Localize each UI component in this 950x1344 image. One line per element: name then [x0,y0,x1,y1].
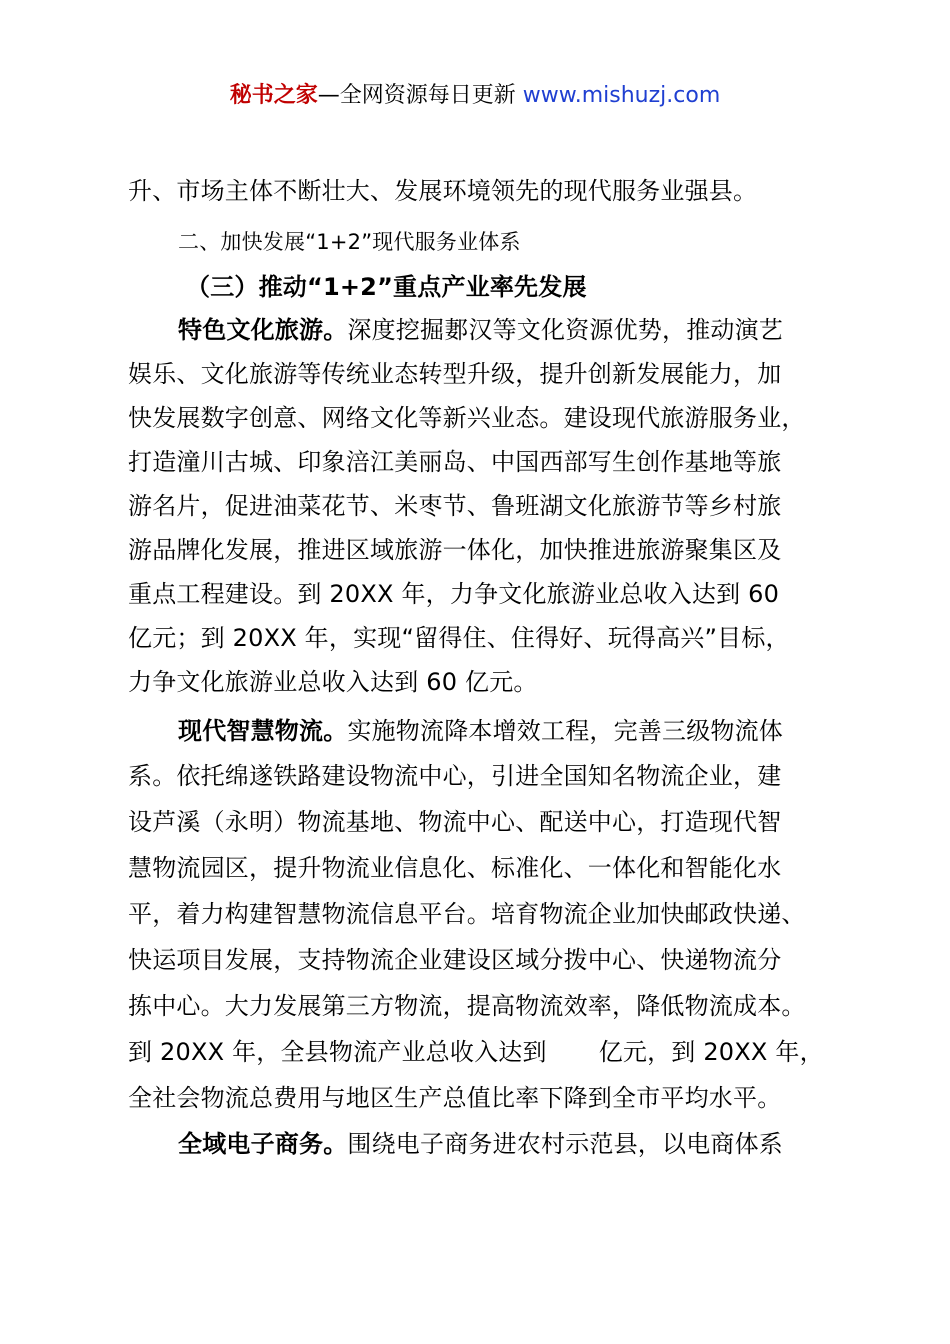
paragraph-line: 力争文化旅游业总收入达到 60 亿元。 [128,668,538,696]
paragraph-lead: 现代智慧物流。 [178,717,348,745]
site-url-link[interactable]: www.mishuzj.com [522,83,721,108]
site-header [0,80,950,112]
paragraph-line: 到 20XX 年，全县物流产业总收入达到 亿元，到 20XX 年， [128,1038,824,1066]
subsection-heading: （三）推动“1+2”重点产业率先发展 [186,273,587,301]
paragraph-line: 重点工程建设。到 20XX 年，力争文化旅游业总收入达到 60 [128,580,780,608]
paragraph-line: 平，着力构建智慧物流信息平台。培育物流企业加快邮政快递、 [128,900,806,928]
paragraph-line: 全域电子商务。围绕电子商务进农村示范县，以电商体系 [178,1130,784,1158]
paragraph-line: 系。依托绵遂铁路建设物流中心，引进全国知名物流企业，建 [128,762,782,790]
paragraph-line: 快运项目发展，支持物流企业建设区域分拨中心、快递物流分 [128,946,782,974]
paragraph-lead: 全域电子商务。 [178,1130,348,1158]
site-brand: 秘书之家 [229,83,318,108]
paragraph-line: 打造潼川古城、印象涪江美丽岛、中国西部写生创作基地等旅 [128,448,782,476]
paragraph-lead: 特色文化旅游。 [178,316,348,344]
section-heading: 二、加快发展“1+2”现代服务业体系 [178,230,521,254]
paragraph-line: 现代智慧物流。实施物流降本增效工程，完善三级物流体 [178,717,784,745]
header-slogan: 全网资源每日更新 [339,83,523,108]
paragraph-line: 亿元；到 20XX 年，实现“留得住、住得好、玩得高兴”目标， [128,624,790,652]
paragraph-line: 特色文化旅游。深度挖掘郪汉等文化资源优势，推动演艺 [178,316,784,344]
header-dash: — [317,83,340,108]
paragraph-line: 游品牌化发展，推进区域旅游一体化，加快推进旅游聚集区及 [128,536,782,564]
paragraph-line: 快发展数字创意、网络文化等新兴业态。建设现代旅游服务业， [128,404,806,432]
paragraph-line: 娱乐、文化旅游等传统业态转型升级，提升创新发展能力，加 [128,360,782,388]
paragraph-line: 拣中心。大力发展第三方物流，提高物流效率，降低物流成本。 [128,992,806,1020]
paragraph-line: 游名片，促进油菜花节、米枣节、鲁班湖文化旅游节等乡村旅 [128,492,782,520]
paragraph-line: 设芦溪（永明）物流基地、物流中心、配送中心，打造现代智 [128,808,782,836]
text-line: 升、市场主体不断壮大、发展环境领先的现代服务业强县。 [128,177,758,205]
paragraph-line: 慧物流园区，提升物流业信息化、标准化、一体化和智能化水 [128,854,782,882]
paragraph-line: 全社会物流总费用与地区生产总值比率下降到全市平均水平。 [128,1084,782,1112]
